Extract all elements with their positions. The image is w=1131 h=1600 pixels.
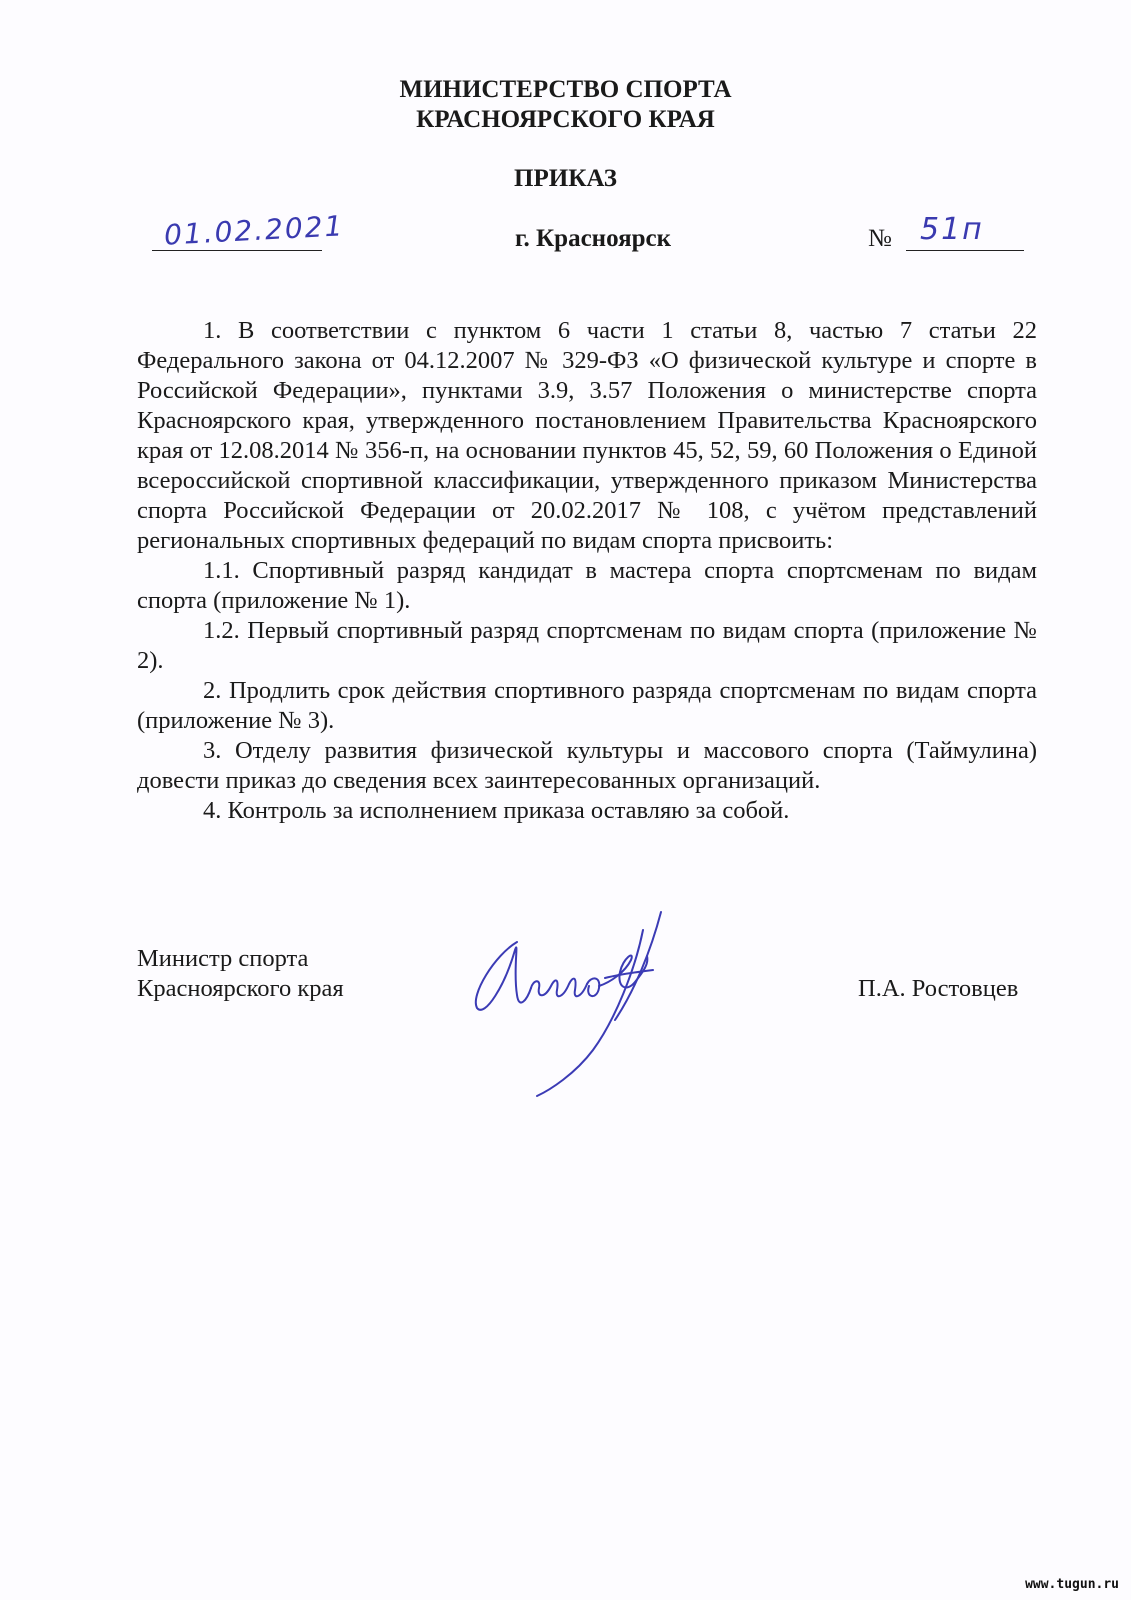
handwritten-number: 51п: [920, 212, 984, 247]
document-type-title: ПРИКАЗ: [514, 165, 617, 192]
signatory-position: [137, 944, 344, 1004]
handwritten-date: 01.02.2021: [163, 209, 346, 252]
ministry-name-line1: МИНИСТЕРСТВО СПОРТА: [399, 76, 732, 103]
number-field: [906, 212, 1024, 251]
order-body: [137, 316, 1037, 826]
site-watermark: www.tugun.ru: [1025, 1577, 1119, 1592]
paragraph-2: 2. Продлить срок действия спортивного разряда спортсменам по видам спорта (приложение № 3).: [137, 677, 1037, 734]
handwritten-signature: [455, 900, 685, 1100]
city-label: г. Красноярск: [515, 225, 672, 252]
paragraph-1-2: 1.2. Первый спортивный разряд спортсменам по видам спорта (приложение № 2).: [137, 617, 1037, 674]
ministry-name-line2: КРАСНОЯРСКОГО КРАЯ: [416, 106, 715, 133]
signatory-position-line1: Министр спорта: [137, 945, 309, 972]
paragraph-1-1: 1.1. Спортивный разряд кандидат в мастера спорта спортсменам по видам спорта (приложение № 1).: [137, 557, 1037, 614]
date-field: [152, 209, 346, 252]
number-sign: №: [868, 225, 892, 252]
paragraph-3: 3. Отделу развития физической культуры и массового спорта (Таймулина) довести приказ до сведения всех заинтересованных организаций.: [137, 737, 1037, 794]
paragraph-4: 4. Контроль за исполнением приказа оставляю за собой.: [203, 797, 790, 824]
signatory-name: П.А. Ростовцев: [858, 975, 1019, 1002]
signatory-position-line2: Красноярского края: [137, 975, 344, 1002]
paragraph-1: 1. В соответствии с пунктом 6 части 1 статьи 8, частью 7 статьи 22 Федерального закона от 04.12.2007 № 329-ФЗ «О физической культуре и спорте в Российской Федерации», пунктами 3.9, 3.57 Положения о министерстве спорта Красноярского края, утвержденного постановлением Правительства Красноярского края от 12.08.2014 № 356-п, на основании пунктов 45, 52, 59, 60 Положения о Единой всероссийской спортивной классификации, утвержденного приказом Министерства спорта Российской Федерации от 20.02.2017 № 108, с учётом представлений региональных спортивных федераций по видам спорта присвоить:: [137, 317, 1037, 554]
